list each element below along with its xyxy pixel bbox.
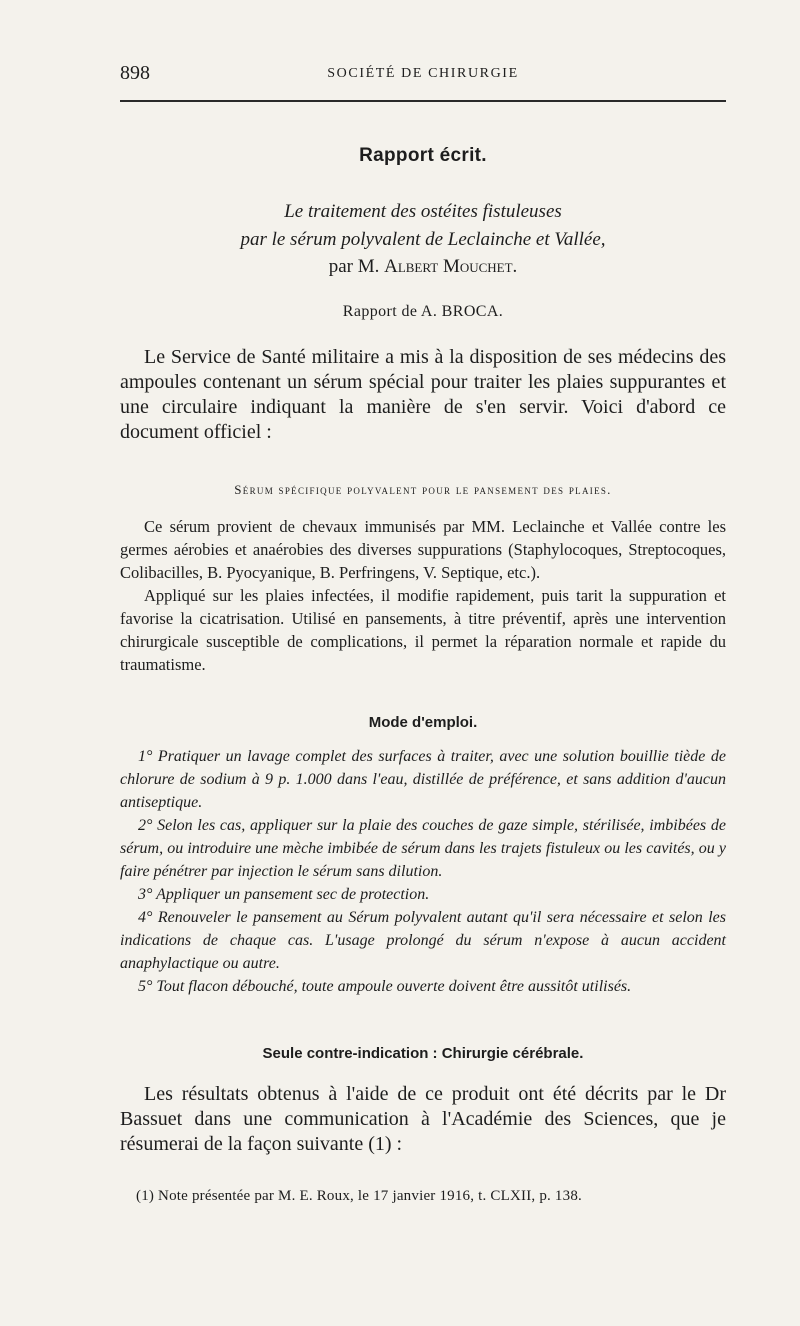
- subtitle-line-2: par le sérum polyvalent de Leclainche et Vallée,: [240, 229, 606, 250]
- document-paragraph-1: Ce sérum provient de chevaux immunisés par MM. Leclainche et Vallée contre les germes aérobies et anaérobies des diverses suppurations (Staphylocoques, Streptocoques, Colibacilles, B. Pyocyanique, B. Perfringens, V. Septique, etc.).: [120, 517, 726, 582]
- instruction-item: 1° Pratiquer un lavage complet des surfaces à traiter, avec une solution bouillie tiède de chlorure de sodium à 9 p. 1.000 dans l'eau, distillée de préférence, et sans addition d'aucun antiseptique.: [120, 748, 726, 811]
- page-header: [120, 62, 726, 86]
- mode-emploi-heading: Mode d'emploi.: [368, 714, 478, 731]
- report-title: Rapport écrit.: [359, 145, 487, 166]
- instruction-item: 4° Renouveler le pansement au Sérum polyvalent autant qu'il sera nécessaire et selon les indications de chaque cas. L'usage prolongé du sérum n'expose à aucun accident anaphylactique ou autre.: [120, 909, 726, 972]
- author-prefix: par M.: [328, 256, 385, 277]
- document-paragraph-2: Appliqué sur les plaies infectées, il modifie rapidement, puis tarit la suppuration et favorise la cicatrisation. Utilisé en pansements, à titre préventif, après une intervention chirurgicale susceptible de complications, il permet la réparation normale et rapide du traumatisme.: [120, 586, 726, 674]
- conclusion-block: [120, 1082, 726, 1157]
- intro-paragraph-block: [120, 345, 726, 445]
- reporter-line: Rapport de A. BROCA.: [342, 303, 504, 320]
- instructions-list: [120, 745, 726, 998]
- author-line: [120, 256, 726, 278]
- running-title: SOCIÉTÉ DE CHIRURGIE: [327, 66, 519, 81]
- header-rule: [120, 100, 726, 102]
- document-text: [120, 515, 726, 676]
- contraindication: Seule contre-indication : Chirurgie cérébrale.: [262, 1045, 584, 1062]
- instruction-item: 5° Tout flacon débouché, toute ampoule ouverte doivent être aussitôt utilisés.: [138, 978, 632, 995]
- footnote: (1) Note présentée par M. E. Roux, le 17 janvier 1916, t. CLXII, p. 138.: [136, 1188, 582, 1204]
- author-name: Albert Mouchet.: [384, 256, 518, 277]
- footnote-block: [120, 1188, 726, 1205]
- instruction-item: 2° Selon les cas, appliquer sur la plaie des couches de gaze simple, stérilisée, imbibées de sérum, ou introduire une mèche imbibée de sérum dans les trajets fistuleux ou les cavités, ou y faire pénétrer par injection le sérum sans dilution.: [120, 817, 726, 880]
- subtitle-line-1: Le traitement des ostéites fistuleuses: [284, 201, 562, 222]
- page-number: 898: [120, 62, 150, 84]
- conclusion-paragraph: Les résultats obtenus à l'aide de ce produit ont été décrits par le Dr Bassuet dans une communication à l'Académie des Sciences, que je résumerai de la façon suivante (1) :: [120, 1083, 726, 1155]
- intro-paragraph: Le Service de Santé militaire a mis à la disposition de ses médecins des ampoules contenant un sérum spécial pour traiter les plaies suppurantes et une circulaire indiquant la manière de s'en servir. Voici d'abord ce document officiel :: [120, 346, 726, 443]
- document-heading: Sérum spécifique polyvalent pour le pansement des plaies.: [234, 482, 612, 497]
- instruction-item: 3° Appliquer un pansement sec de protection.: [138, 886, 430, 903]
- article-subtitle: [120, 198, 726, 254]
